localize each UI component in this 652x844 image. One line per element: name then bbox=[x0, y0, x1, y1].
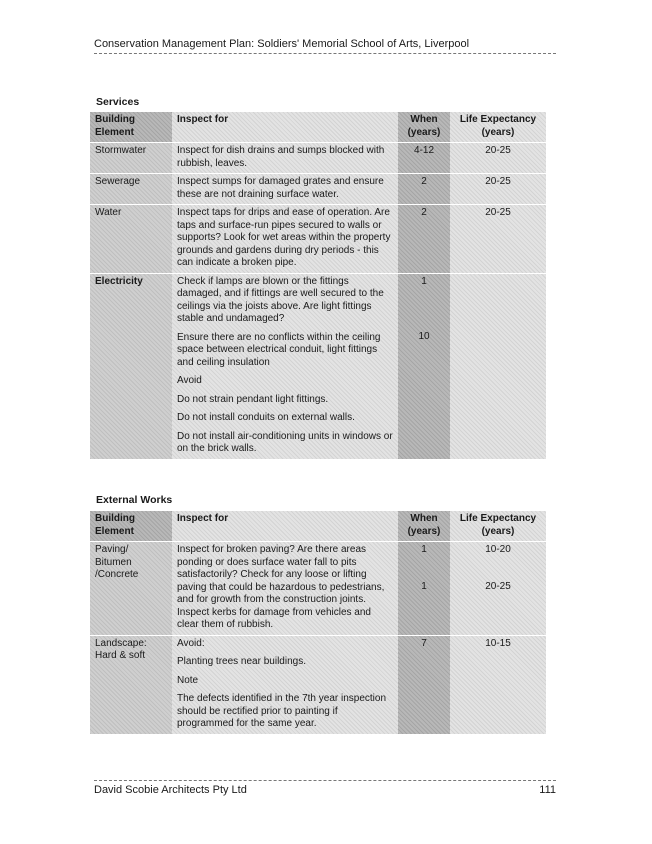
row-life bbox=[450, 542, 546, 636]
inspect-paragraph: Note bbox=[177, 674, 199, 686]
row-inspect: Inspect sumps for damaged grates and ensure these are not draining surface water. bbox=[172, 174, 398, 205]
row-inspect bbox=[172, 636, 398, 735]
row-life: 20-25 bbox=[450, 143, 546, 174]
row-when: 7 bbox=[398, 636, 450, 735]
header-when: When (years) bbox=[398, 112, 450, 143]
footer-company: David Scobie Architects Pty Ltd bbox=[94, 784, 247, 796]
row-element: Stormwater bbox=[90, 143, 172, 174]
table-row bbox=[90, 274, 546, 460]
row-when: 2 bbox=[398, 174, 450, 205]
page-footer bbox=[94, 780, 556, 796]
table-row bbox=[90, 143, 546, 174]
table-row bbox=[90, 174, 546, 205]
page-header-title: Conservation Management Plan: Soldiers' Memorial School of Arts, Liverpool bbox=[94, 38, 470, 50]
row-element: Sewerage bbox=[90, 174, 172, 205]
life-value: 10-20 bbox=[485, 544, 511, 555]
table-row bbox=[90, 205, 546, 274]
header-building-element: Building Element bbox=[90, 511, 172, 542]
row-life: 20-25 bbox=[450, 205, 546, 274]
external-works-section-title: External Works bbox=[96, 494, 173, 506]
inspect-paragraph: Do not install air-conditioning units in windows or on the brick walls. bbox=[177, 430, 393, 454]
when-value: 1 bbox=[421, 580, 427, 592]
table-row bbox=[90, 636, 546, 735]
when-value: 1 bbox=[421, 544, 427, 555]
row-inspect: Inspect taps for drips and ease of operation. Are taps and surface-run pipes secured to walls or supports? Look for wet areas within the property grounds and gardens during dry periods - this can indicate a broken pipe. bbox=[172, 205, 398, 274]
header-building-element: Building Element bbox=[90, 112, 172, 143]
services-table bbox=[90, 112, 546, 460]
table-header-row bbox=[90, 112, 546, 143]
row-life bbox=[450, 274, 546, 460]
row-when bbox=[398, 274, 450, 460]
row-life: 20-25 bbox=[450, 174, 546, 205]
header-life-expectancy: Life Expectancy (years) bbox=[450, 112, 546, 143]
row-element: Paving/ Bitumen /Concrete bbox=[90, 542, 172, 636]
row-when bbox=[398, 542, 450, 636]
inspect-paragraph: Ensure there are no conflicts within the ceiling space between electrical conduit, light fittings and ceiling insulation bbox=[177, 331, 381, 368]
when-value: 1 bbox=[421, 275, 427, 287]
life-value: 20-25 bbox=[485, 580, 511, 592]
inspect-paragraph: Do not install conduits on external walls. bbox=[177, 412, 355, 423]
services-section-title: Services bbox=[96, 96, 140, 108]
row-inspect: Inspect for dish drains and sumps blocked with rubbish, leaves. bbox=[172, 143, 398, 174]
row-element: Electricity bbox=[90, 274, 172, 460]
header-inspect-for: Inspect for bbox=[172, 112, 398, 143]
page-header bbox=[94, 38, 556, 54]
row-inspect: Inspect for broken paving? Are there areas ponding or does surface water fall to pits satisfactorily? Check for any loose or lifting paving that could be hazardous to pedestrians, and for growth from the construction joints. Inspect kerbs for damage from vehicles and clear them of rubbish. bbox=[172, 542, 398, 636]
footer-page-number: 111 bbox=[539, 784, 556, 796]
inspect-paragraph: Check if lamps are blown or the fittings damaged, and if fittings are well secured to the ceilings via the joists above. Are light fittings stable and undamaged? bbox=[177, 275, 384, 324]
header-life-expectancy: Life Expectancy (years) bbox=[450, 511, 546, 542]
table-header-row bbox=[90, 511, 546, 542]
row-inspect bbox=[172, 274, 398, 460]
row-element: Water bbox=[90, 205, 172, 274]
header-when: When (years) bbox=[398, 511, 450, 542]
table-row bbox=[90, 542, 546, 636]
row-when: 4-12 bbox=[398, 143, 450, 174]
inspect-paragraph: Do not strain pendant light fittings. bbox=[177, 393, 329, 405]
row-element: Landscape: Hard & soft bbox=[90, 636, 172, 735]
header-inspect-for: Inspect for bbox=[172, 511, 398, 542]
inspect-paragraph: Avoid bbox=[177, 375, 202, 386]
inspect-paragraph: Planting trees near buildings. bbox=[177, 656, 306, 667]
when-value: 10 bbox=[418, 331, 430, 342]
row-when: 2 bbox=[398, 205, 450, 274]
inspect-paragraph: The defects identified in the 7th year inspection should be rectified prior to painting if programmed for the same year. bbox=[177, 693, 387, 729]
row-life: 10-15 bbox=[450, 636, 546, 735]
inspect-paragraph: Avoid: bbox=[177, 637, 205, 649]
external-works-table bbox=[90, 511, 546, 735]
